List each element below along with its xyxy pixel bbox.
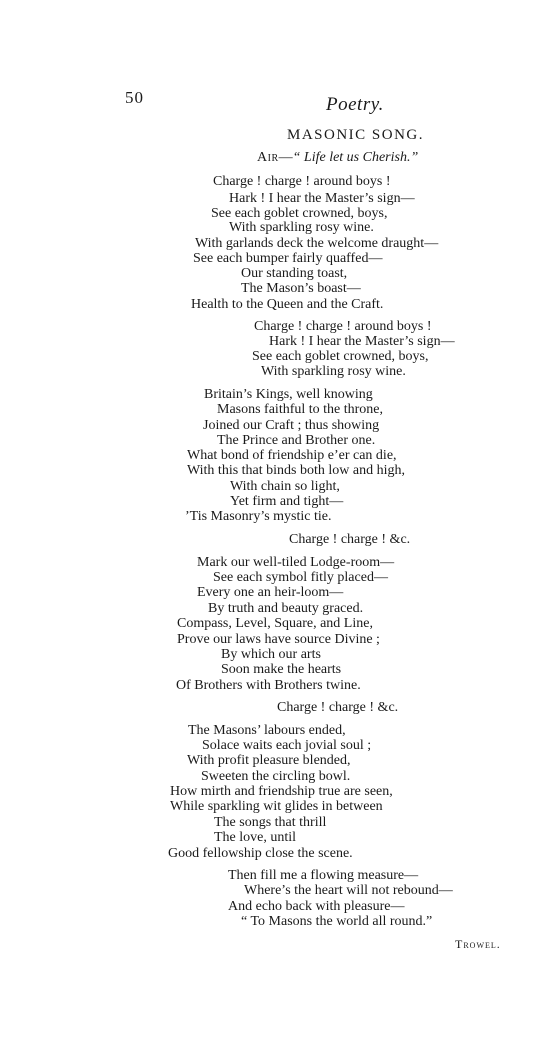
poem-line: Sweeten the circling bowl.: [201, 769, 351, 784]
poem-line: With this that binds both low and high,: [187, 463, 405, 478]
poem-line: Charge ! charge ! &c.: [289, 532, 411, 547]
poem-line: Compass, Level, Square, and Line,: [177, 616, 373, 631]
poem-line: Charge ! charge ! &c.: [277, 700, 399, 715]
poem-line: With sparkling rosy wine.: [229, 220, 374, 235]
poem-line: Masons faithful to the throne,: [217, 402, 384, 417]
poem-line: With profit pleasure blended,: [187, 753, 351, 768]
poem-line: Where’s the heart will not rebound—: [244, 883, 453, 898]
poem-line: Every one an heir-loom—: [197, 585, 344, 600]
poem-line: The love, until: [214, 830, 297, 845]
poem-line: Mark our well-tiled Lodge-room—: [197, 555, 395, 570]
poem-line: See each goblet crowned, boys,: [211, 206, 388, 221]
poem-line: The Mason’s boast—: [241, 281, 361, 296]
poem-line: See each bumper fairly quaffed—: [193, 251, 383, 266]
air-label: Air: [257, 150, 279, 165]
poem-line: What bond of friendship e’er can die,: [187, 448, 397, 463]
poem-line: See each symbol fitly placed—: [213, 570, 388, 585]
poem-line: Britain’s Kings, well knowing: [204, 387, 373, 402]
poem-line: Charge ! charge ! around boys !: [213, 174, 391, 189]
poem-line: The Prince and Brother one.: [217, 433, 376, 448]
poem-line: Hark ! I hear the Master’s sign—: [229, 191, 415, 206]
poem-line: Solace waits each jovial soul ;: [202, 738, 372, 753]
poem-line: Charge ! charge ! around boys !: [254, 319, 432, 334]
poem-line: Prove our laws have source Divine ;: [177, 632, 380, 647]
song-title: MASONIC SONG.: [287, 127, 425, 143]
poem-line: Soon make the hearts: [221, 662, 342, 677]
poem-line: With chain so light,: [230, 479, 340, 494]
poem-line: With garlands deck the welcome draught—: [195, 236, 439, 251]
poem-line: With sparkling rosy wine.: [261, 364, 406, 379]
poem-line: Our standing toast,: [241, 266, 348, 281]
poem-line: Joined our Craft ; thus showing: [203, 418, 380, 433]
poem-line: Of Brothers with Brothers twine.: [176, 678, 361, 693]
poem-line: By which our arts: [221, 647, 321, 662]
poem-line: “ To Masons the world all round.”: [241, 914, 433, 929]
poem-line: The songs that thrill: [214, 815, 327, 830]
running-head: Poetry.: [326, 94, 384, 115]
poem-line: While sparkling wit glides in between: [170, 799, 383, 814]
poem-line: Health to the Queen and the Craft.: [191, 297, 384, 312]
page-number: 50: [125, 88, 144, 107]
poem-line: The Masons’ labours ended,: [188, 723, 346, 738]
poem-line: Yet firm and tight—: [230, 494, 344, 509]
signature: Trowel.: [455, 937, 501, 951]
air-line: [257, 150, 418, 166]
air-dash: —: [278, 150, 293, 165]
poem-line: Then fill me a flowing measure—: [228, 868, 419, 883]
poem-line: And echo back with pleasure—: [228, 899, 405, 914]
poem-line: By truth and beauty graced.: [208, 601, 364, 616]
poem-line: Good fellowship close the scene.: [168, 846, 353, 861]
poem-line: ’Tis Masonry’s mystic tie.: [185, 509, 332, 524]
air-title: “ Life let us Cherish.”: [292, 150, 419, 165]
poem-line: Hark ! I hear the Master’s sign—: [269, 334, 455, 349]
poem-line: How mirth and friendship true are seen,: [170, 784, 393, 799]
poem-line: See each goblet crowned, boys,: [252, 349, 429, 364]
